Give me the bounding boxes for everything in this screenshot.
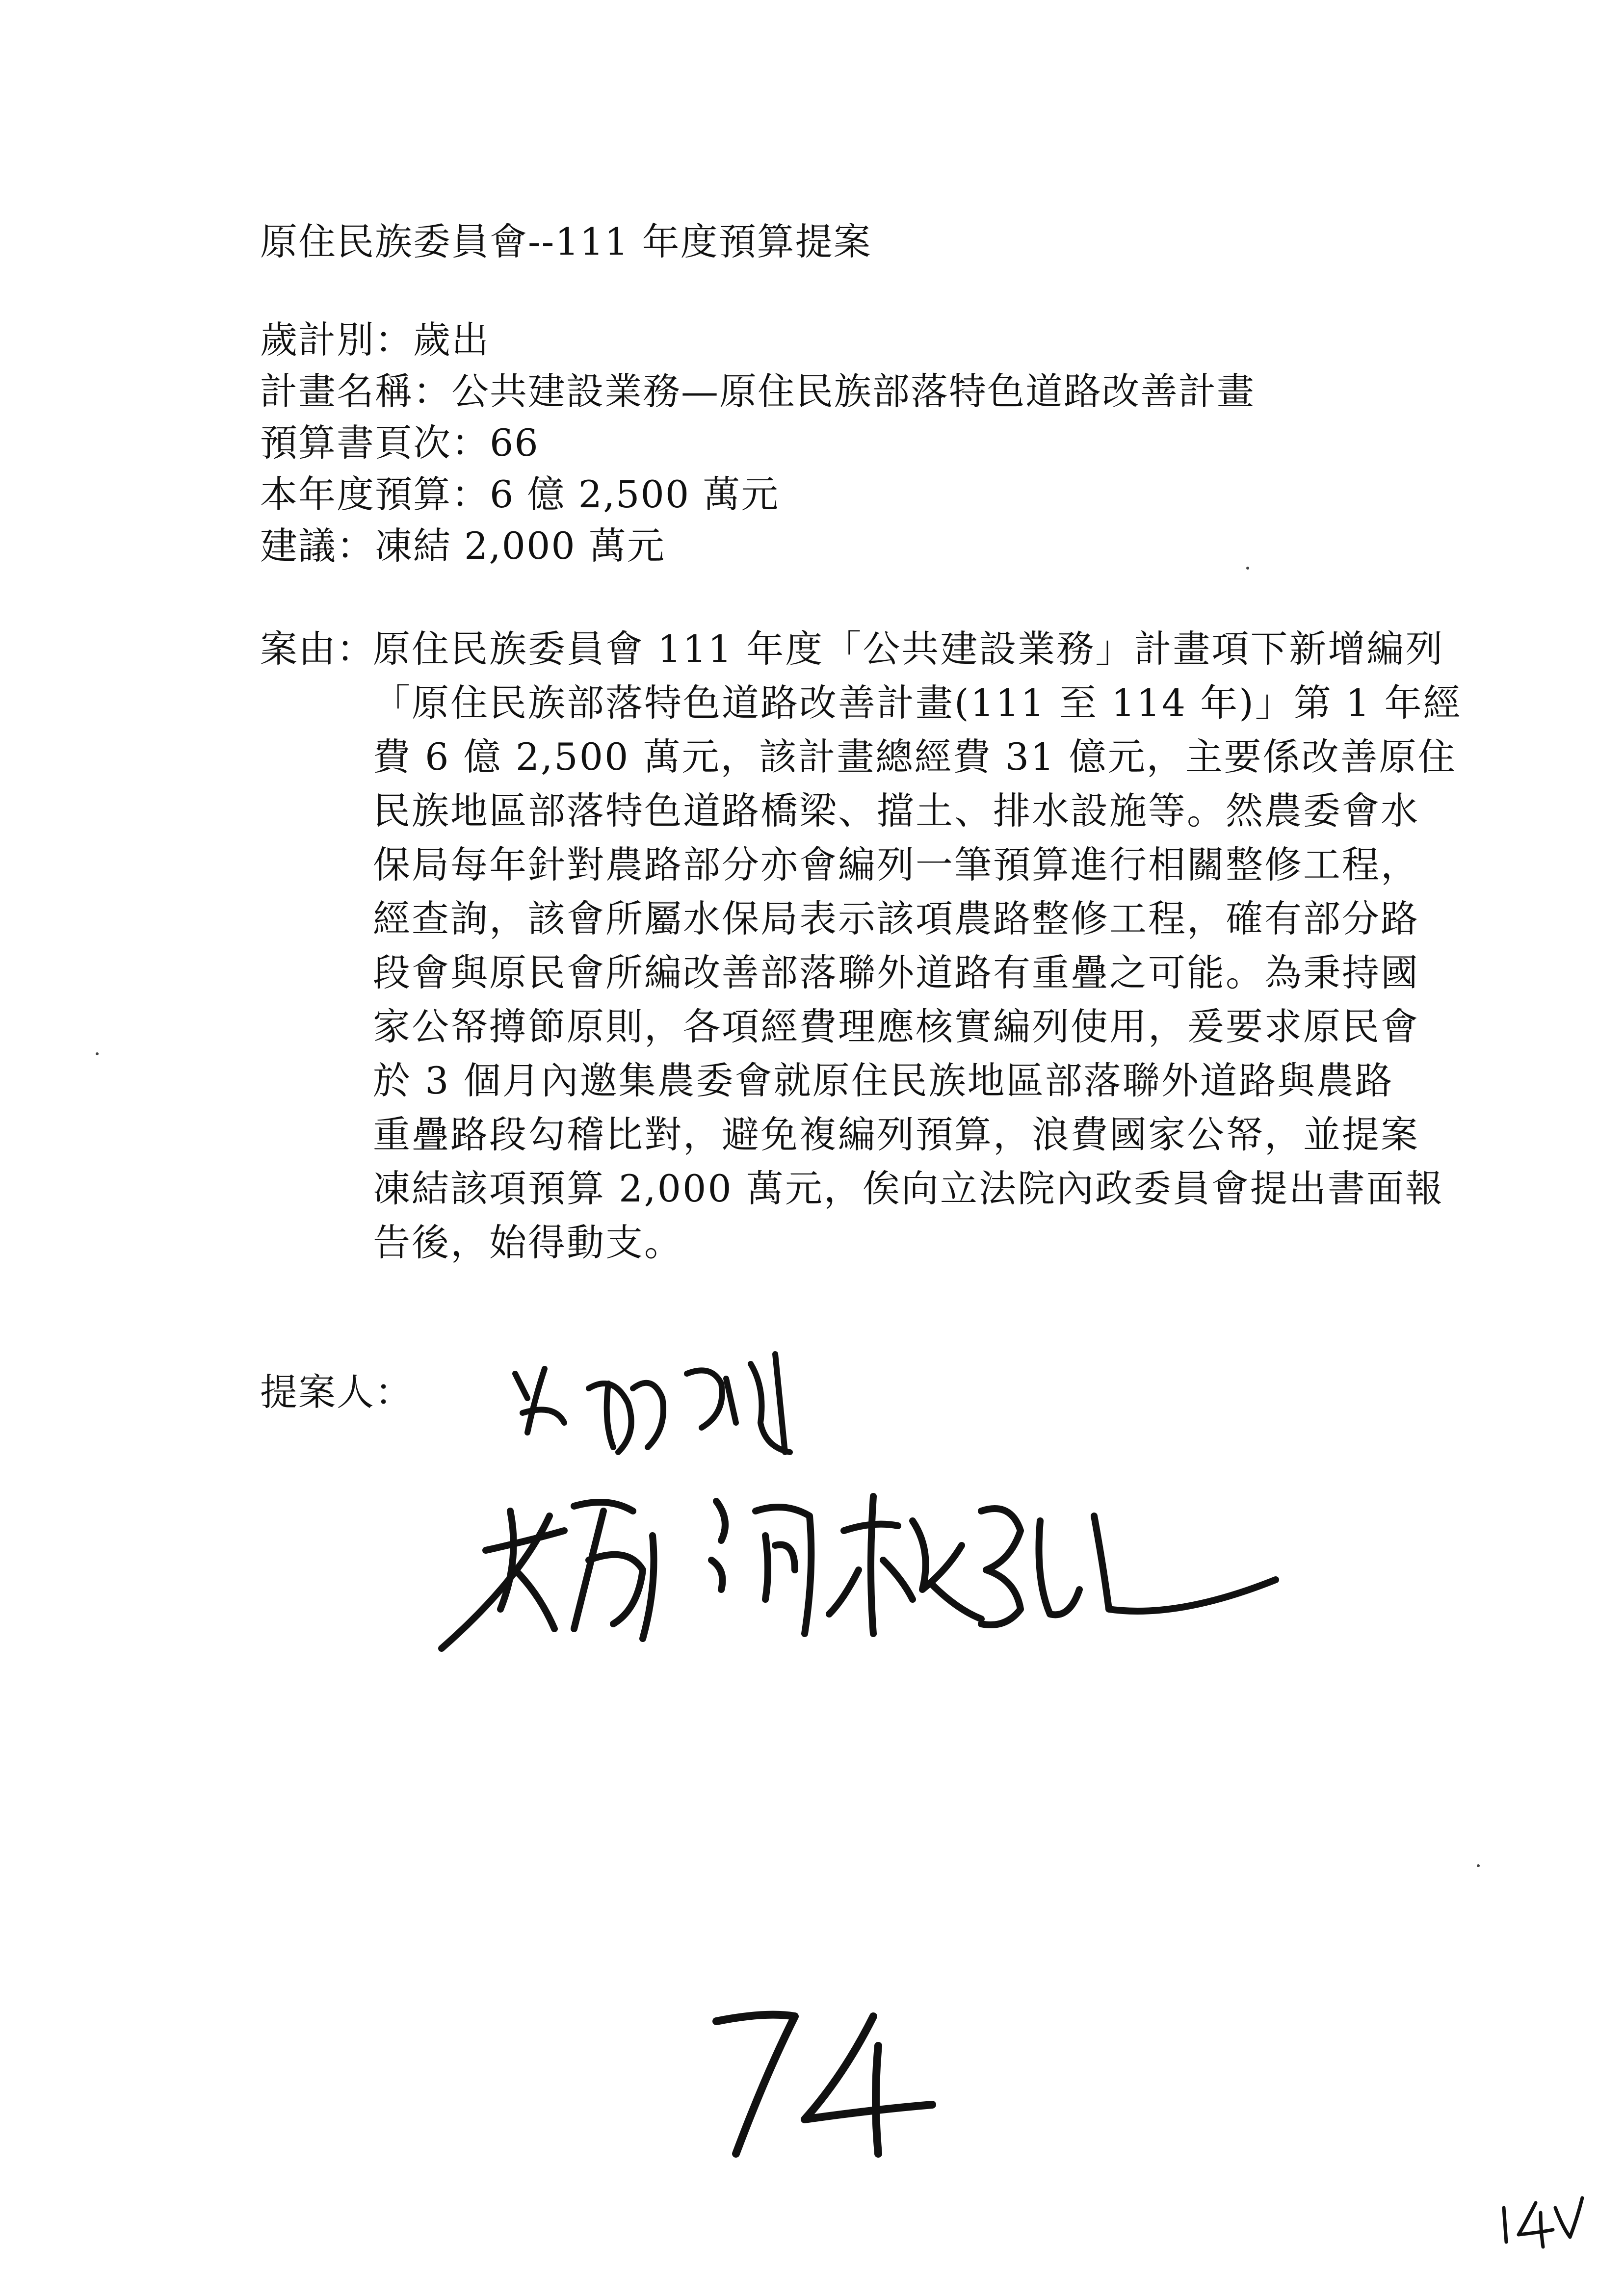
- reason-line: 經查詢，該會所屬水保局表示該項農路整修工程，確有部分路: [373, 897, 1419, 940]
- proposer-label: 提案人：: [260, 1370, 413, 1414]
- field-annual-budget: 本年度預算：6 億 2,500 萬元: [260, 472, 780, 516]
- reason-line: 費 6 億 2,500 萬元，該計畫總經費 31 億元，主要係改善原住: [373, 735, 1457, 779]
- field-label: 計畫名稱: [260, 369, 413, 413]
- scan-speck: [1246, 567, 1249, 570]
- reason-line: 凍結該項預算 2,000 萬元，俟向立法院內政委員會提出書面報: [373, 1167, 1444, 1210]
- handwritten-corner-number: [1504, 2198, 1582, 2247]
- document-title: 原住民族委員會--111 年度預算提案: [260, 220, 872, 263]
- reason-line: 民族地區部落特色道路橋梁、擋土、排水設施等。然農委會水: [373, 789, 1419, 833]
- signature-bottom: [442, 1496, 1276, 1648]
- scan-speck: [96, 1052, 99, 1055]
- reason-line: 保局每年針對農路部分亦會編列一筆預算進行相關整修工程，: [373, 843, 1419, 887]
- field-project-name: 計畫名稱：公共建設業務—原住民族部落特色道路改善計畫: [260, 369, 1255, 413]
- reason-line: 段會與原民會所編改善部落聯外道路有重疊之可能。為秉持國: [373, 951, 1419, 994]
- reason-line: 重疊路段勾稽比對，避免複編列預算，浪費國家公帑，並提案: [373, 1113, 1419, 1156]
- reason-line: 家公帑撙節原則，各項經費理應核實編列使用，爰要求原民會: [373, 1005, 1419, 1048]
- reason-line: 告後，始得動支。: [373, 1221, 683, 1264]
- reason-line: 原住民族委員會 111 年度「公共建設業務」計畫項下新增編列: [373, 627, 1444, 671]
- handwritten-page-number: [716, 2015, 932, 2154]
- field-value: 公共建設業務—原住民族部落特色道路改善計畫: [451, 369, 1255, 413]
- field-recommendation: 建議：凍結 2,000 萬元: [260, 524, 665, 568]
- field-value: 6 億 2,500 萬元: [490, 472, 780, 516]
- signature-top: [515, 1354, 790, 1452]
- reason-line: 於 3 個月內邀集農委會就原住民族地區部落聯外道路與農路: [373, 1059, 1394, 1102]
- field-value: 歲出: [413, 318, 490, 362]
- field-label: 本年度預算: [260, 472, 451, 516]
- field-label: 歲計別: [260, 318, 375, 362]
- scan-speck: [1477, 1864, 1480, 1867]
- field-budget-page: 預算書頁次：66: [260, 421, 539, 465]
- field-fiscal-type: 歲計別：歲出: [260, 318, 490, 362]
- field-value: 凍結 2,000 萬元: [375, 524, 665, 568]
- field-label: 建議: [260, 524, 337, 568]
- reason-line: 「原住民族部落特色道路改善計畫(111 至 114 年)」第 1 年經: [373, 681, 1462, 725]
- field-value: 66: [490, 421, 539, 465]
- field-label: 預算書頁次: [260, 421, 451, 465]
- reason-label: 案由：: [260, 627, 375, 671]
